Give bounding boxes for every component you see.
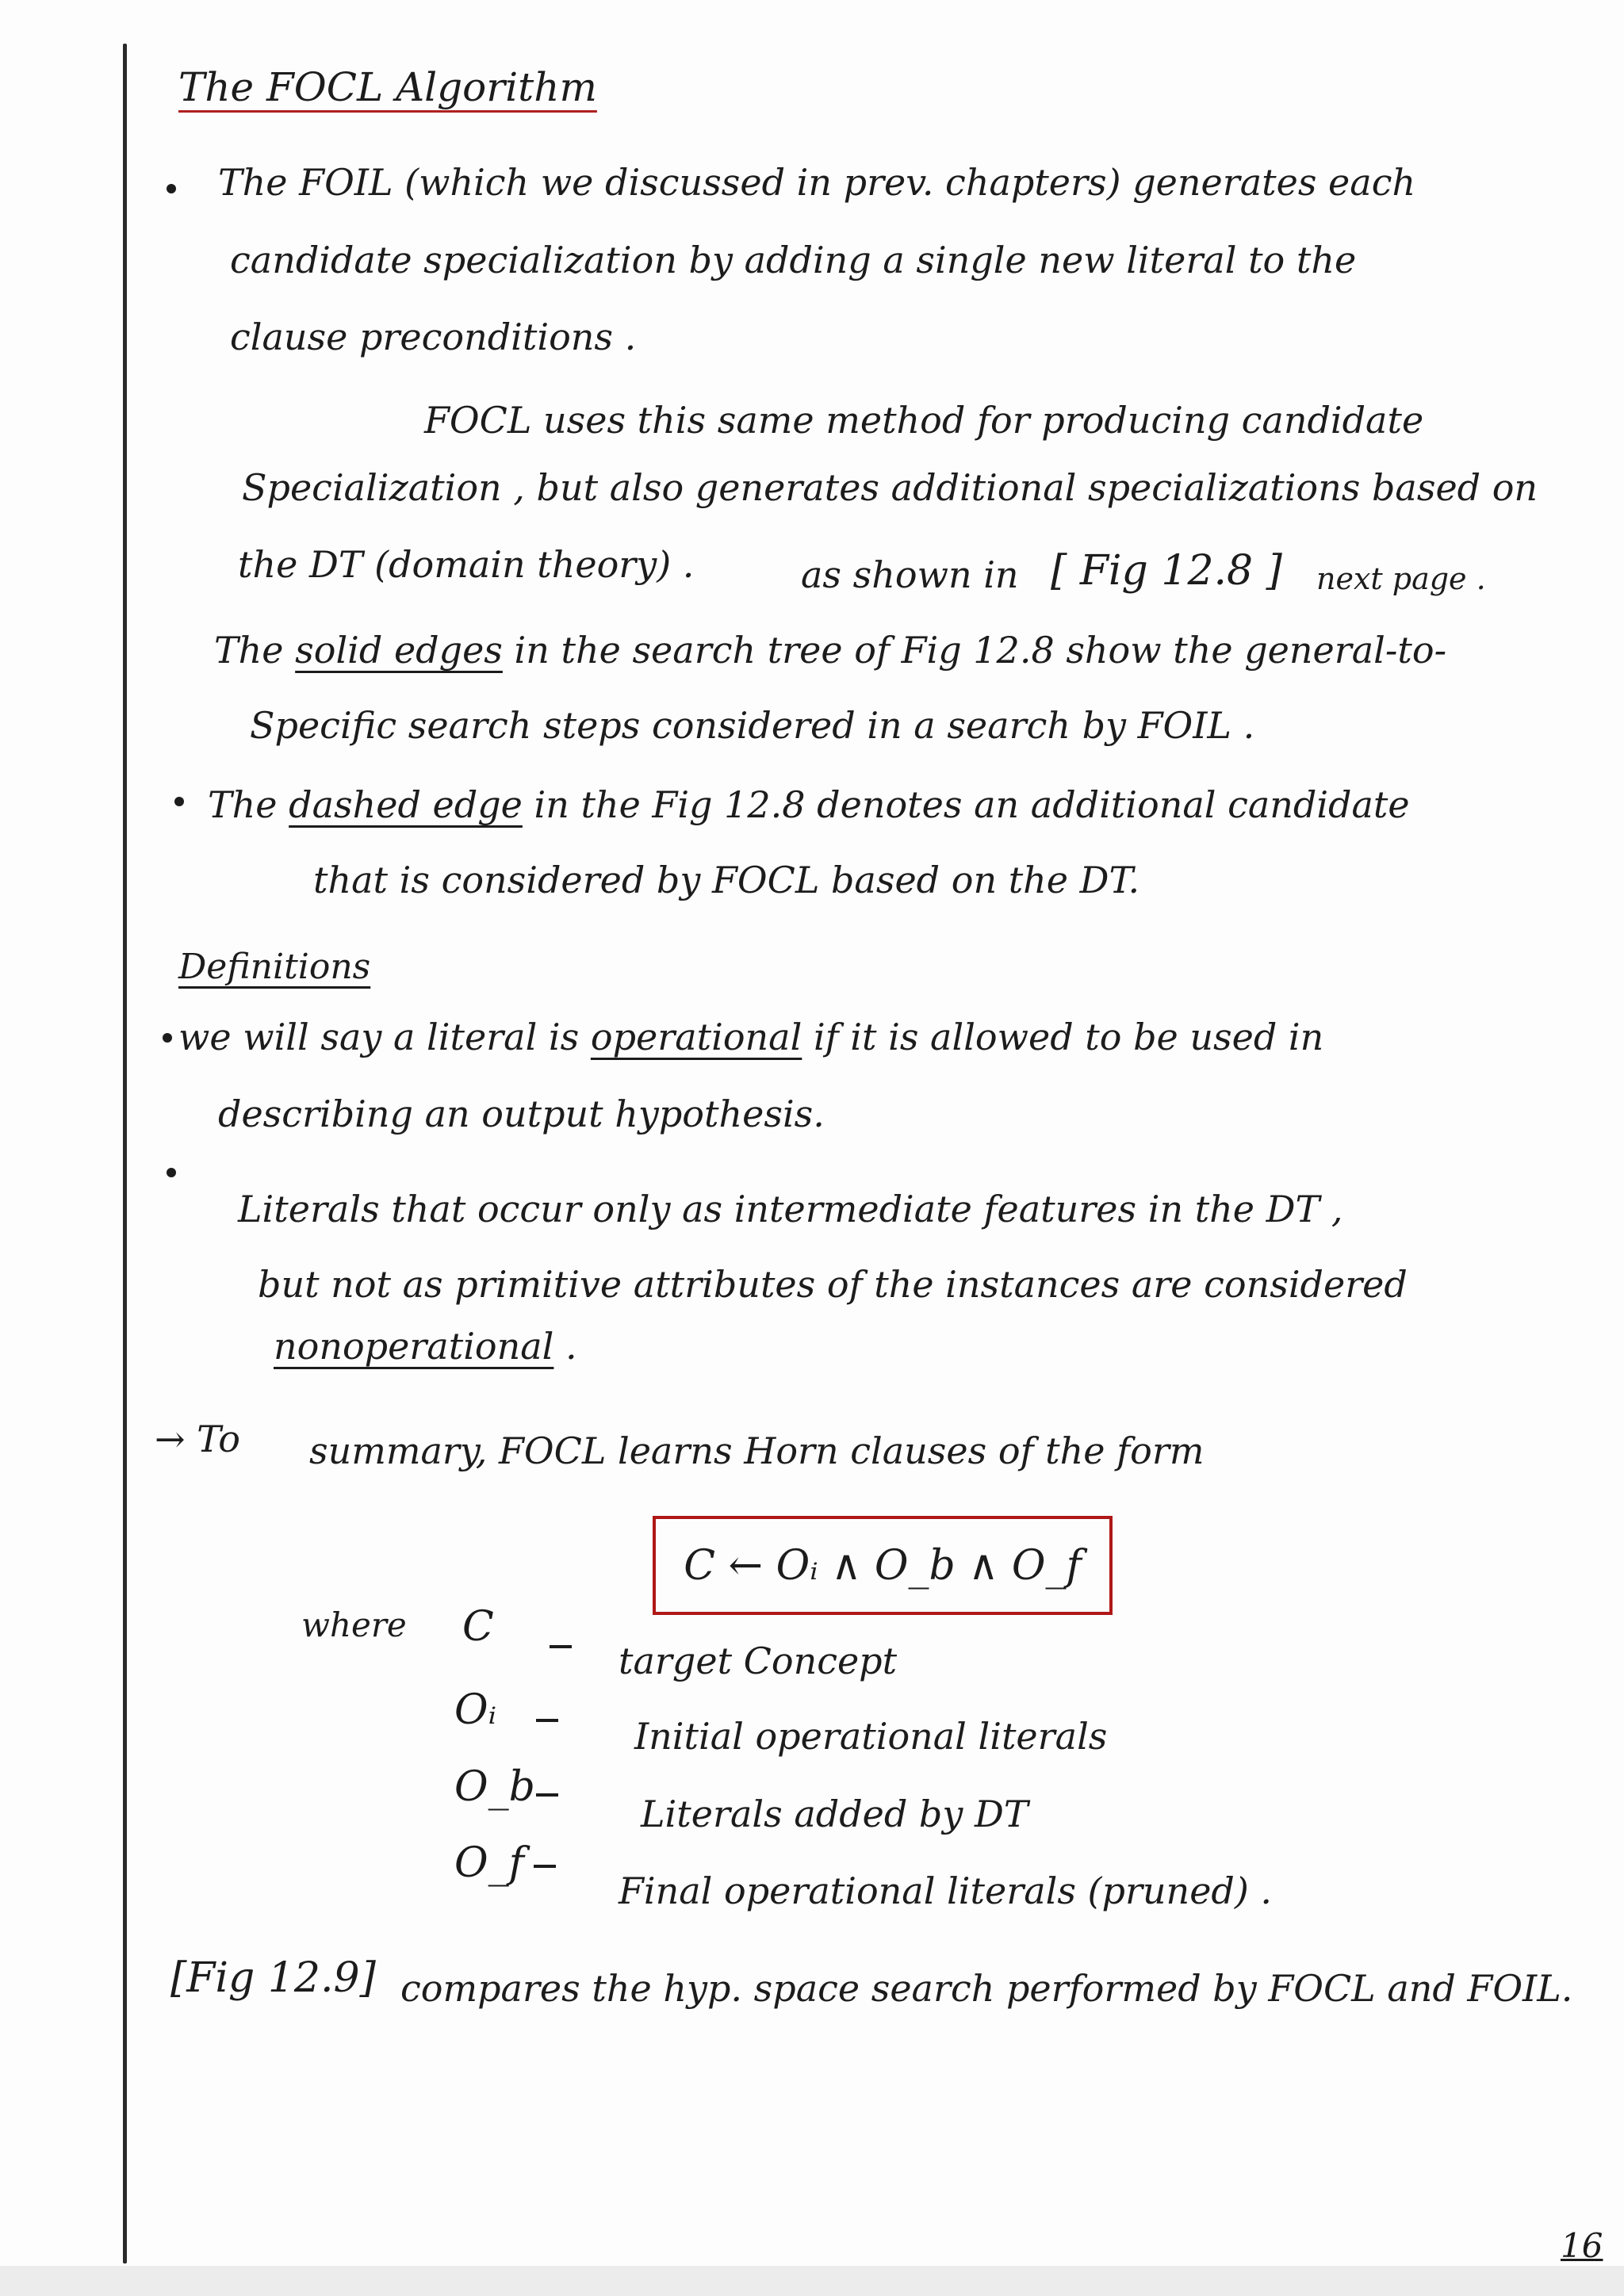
where-desc-of: Final operational literals (pruned) . bbox=[619, 1869, 1273, 1912]
formula-box bbox=[653, 1516, 1113, 1615]
fig-12-9-ref: [Fig 12.9] bbox=[170, 1954, 376, 2002]
operational-term: operational bbox=[590, 1016, 802, 1058]
para4-line2: that is considered by FOCL based on the DT. bbox=[313, 859, 1140, 901]
bullet bbox=[174, 797, 184, 806]
formula: C ← Oᵢ ∧ O_b ∧ O_f bbox=[684, 1541, 1082, 1590]
margin-line bbox=[123, 44, 127, 2263]
dash bbox=[536, 1719, 558, 1722]
para1-line3: clause preconditions . bbox=[230, 316, 637, 358]
def2-line1: Literals that occur only as intermediate features in the DT , bbox=[238, 1188, 1343, 1230]
where-sym-oi: Oᵢ bbox=[454, 1686, 497, 1734]
def2-line3: nonoperational . bbox=[274, 1325, 577, 1368]
para2-line3c: next page . bbox=[1316, 561, 1486, 596]
dash bbox=[536, 1793, 558, 1797]
final-line-text: compares the hyp. space search performed by FOCL and FOIL. bbox=[400, 1967, 1573, 2010]
para2-line1: FOCL uses this same method for producing candidate bbox=[424, 399, 1424, 442]
summary-text: summary, FOCL learns Horn clauses of the form bbox=[309, 1429, 1205, 1472]
dash bbox=[550, 1645, 572, 1648]
where-sym-c: C bbox=[462, 1603, 494, 1651]
fig-12-8-ref: [ Fig 12.8 ] bbox=[1051, 547, 1282, 595]
where-sym-ob: O_b bbox=[454, 1763, 535, 1811]
def1-line2: describing an output hypothesis. bbox=[218, 1093, 825, 1135]
nonoperational-term: nonoperational bbox=[274, 1325, 554, 1368]
para4-line1: The dashed edge in the Fig 12.8 denotes an additional candidate bbox=[208, 783, 1410, 826]
para1-line2: candidate specialization by adding a single new literal to the bbox=[230, 239, 1357, 281]
def2-line2: but not as primitive attributes of the instances are considered bbox=[258, 1263, 1408, 1306]
dashed-edge-term: dashed edge bbox=[289, 783, 523, 826]
para2-line3b: as shown in bbox=[801, 553, 1019, 596]
summary-arrow: → To bbox=[155, 1418, 240, 1460]
bullet bbox=[163, 1033, 172, 1043]
bullet bbox=[167, 184, 176, 193]
where-desc-ob: Literals added by DT bbox=[641, 1793, 1028, 1835]
page-title: The FOCL Algorithm bbox=[178, 64, 597, 110]
dash bbox=[534, 1865, 556, 1868]
where-desc-c: target Concept bbox=[619, 1640, 898, 1682]
def1-line1: we will say a literal is operational if it is allowed to be used in bbox=[178, 1016, 1324, 1058]
para1-line1: The FOIL (which we discussed in prev. chapters) generates each bbox=[218, 161, 1416, 204]
para3-line2: Specific search steps considered in a search by FOIL . bbox=[250, 704, 1255, 747]
solid-edges-term: solid edges bbox=[295, 629, 503, 672]
where-desc-oi: Initial operational literals bbox=[634, 1715, 1108, 1758]
page-bottom-edge bbox=[0, 2266, 1624, 2296]
page-number: 16 bbox=[1561, 2226, 1603, 2265]
where-sym-of: O_f bbox=[454, 1839, 524, 1887]
para3-line1: The solid edges in the search tree of Fig 12.8 show the general-to- bbox=[214, 629, 1447, 672]
para2-line2: Specialization , but also generates additional specializations based on bbox=[242, 466, 1538, 509]
para2-line3a: the DT (domain theory) . bbox=[238, 543, 695, 586]
where-label: where bbox=[301, 1605, 407, 1644]
definitions-heading: Definitions bbox=[178, 947, 371, 987]
bullet bbox=[167, 1168, 176, 1177]
